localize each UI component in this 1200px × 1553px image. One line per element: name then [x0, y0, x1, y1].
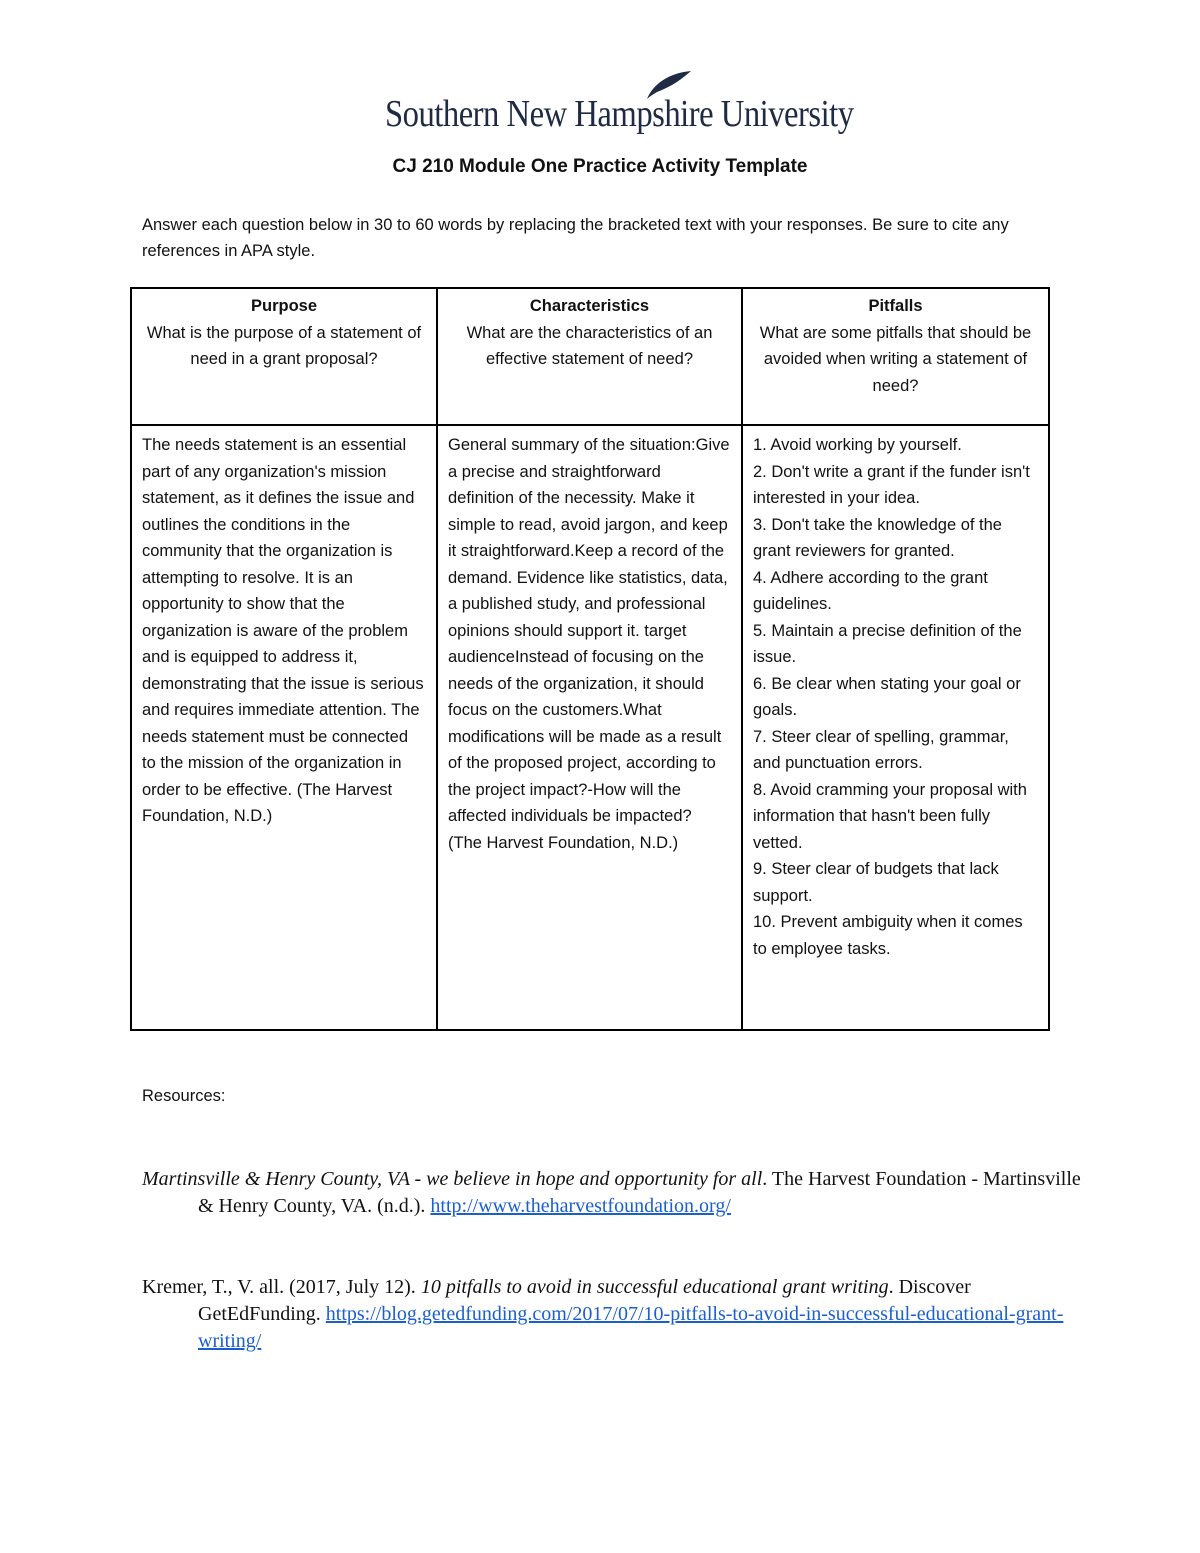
characteristics-header-cell — [437, 288, 742, 425]
table-answer-row — [131, 425, 1049, 1030]
reference-title: 10 pitfalls to avoid in successful educational grant writing — [420, 1276, 889, 1298]
resources-heading: Resources: — [142, 1087, 226, 1105]
pitfall-item: 6. Be clear when stating your goal or goals. — [753, 674, 1021, 719]
reference-kremer — [142, 1274, 1098, 1355]
university-logo — [385, 70, 854, 136]
pitfall-item: 9. Steer clear of budgets that lack support. — [753, 860, 999, 905]
logo-wordmark: Southern New Hampshire University — [385, 93, 854, 135]
purpose-answer-cell[interactable] — [131, 425, 437, 1030]
pitfall-item: 8. Avoid cramming your proposal with information that hasn't been fully vetted. — [753, 780, 1027, 852]
activity-table — [130, 287, 1050, 1031]
reference-source: . Discover GetEdFunding. — [198, 1276, 971, 1325]
purpose-answer: The needs statement is an essential part of any organization's mission statement, as it defines the issue and outlines the conditions in the community that the organization is attempting to resolve. It is an opportunity to show that the organization is aware of the problem and is equipped to address it, demonstrating that the issue is serious and requires immediate attention. The needs statement must be connected to the mission of the organization in order to be effective. (The Harvest Foundation, N.D.) — [142, 436, 424, 825]
characteristics-question: What are the characteristics of an effective statement of need? — [466, 323, 713, 368]
characteristics-answer: General summary of the situation:Give a precise and straightforward definition of the necessity. Make it simple to read, avoid jargon, and keep it straightforward.Keep a record of the demand. Evidence like statistics, data, a published study, and professional opinions should support it. target audienceInstead of focusing on the needs of the organization, it should focus on the customers.What modifications will be made as a result of the proposed project, according to the project impact?-How will the affected individuals be impacted? — [448, 436, 730, 825]
purpose-question: What is the purpose of a statement of need in a grant proposal? — [146, 323, 422, 368]
pitfall-item: 1. Avoid working by yourself. — [753, 436, 962, 454]
characteristics-citation: (The Harvest Foundation, N.D.) — [448, 833, 679, 852]
instructions-text: Answer each question below in 30 to 60 words by replacing the bracketed text with your responses. Be sure to cite any references in APA style. — [142, 216, 1009, 260]
purpose-header-cell — [131, 288, 437, 425]
characteristics-column-title: Characteristics — [529, 297, 650, 315]
characteristics-answer-cell[interactable] — [437, 425, 742, 1030]
pitfall-item: 5. Maintain a precise definition of the issue. — [753, 621, 1022, 666]
reference-title: Martinsville & Henry County, VA - we believe in hope and opportunity for all — [142, 1168, 763, 1190]
pitfalls-answer-cell[interactable] — [742, 425, 1049, 1030]
reference-link[interactable]: https://blog.getedfunding.com/2017/07/10-pitfalls-to-avoid-in-successful-educational-grant-writing/ — [198, 1303, 1064, 1352]
pitfall-item: 2. Don't write a grant if the funder isn't interested in your idea. — [753, 462, 1030, 507]
pitfall-item: 10. Prevent ambiguity when it comes to employee tasks. — [753, 913, 1023, 958]
table-header-row — [131, 288, 1049, 425]
pitfalls-header-cell — [742, 288, 1049, 425]
pitfalls-question: What are some pitfalls that should be avoided when writing a statement of need? — [759, 323, 1032, 395]
page-title: CJ 210 Module One Practice Activity Template — [392, 156, 808, 177]
reference-link[interactable]: http://www.theharvestfoundation.org/ — [430, 1195, 731, 1217]
pitfall-item: 4. Adhere according to the grant guidelines. — [753, 568, 988, 613]
purpose-column-title: Purpose — [250, 297, 318, 315]
pitfall-item: 3. Don't take the knowledge of the grant reviewers for granted. — [753, 515, 1002, 560]
pitfall-item: 7. Steer clear of spelling, grammar, and punctuation errors. — [753, 727, 1009, 772]
reference-source: . The Harvest Foundation - Martinsville & Henry County, VA. (n.d.). — [198, 1168, 1081, 1217]
reference-harvest-foundation — [142, 1166, 1098, 1220]
pitfalls-column-title: Pitfalls — [868, 297, 923, 315]
reference-authors: Kremer, T., V. all. (2017, July 12). — [142, 1276, 421, 1298]
